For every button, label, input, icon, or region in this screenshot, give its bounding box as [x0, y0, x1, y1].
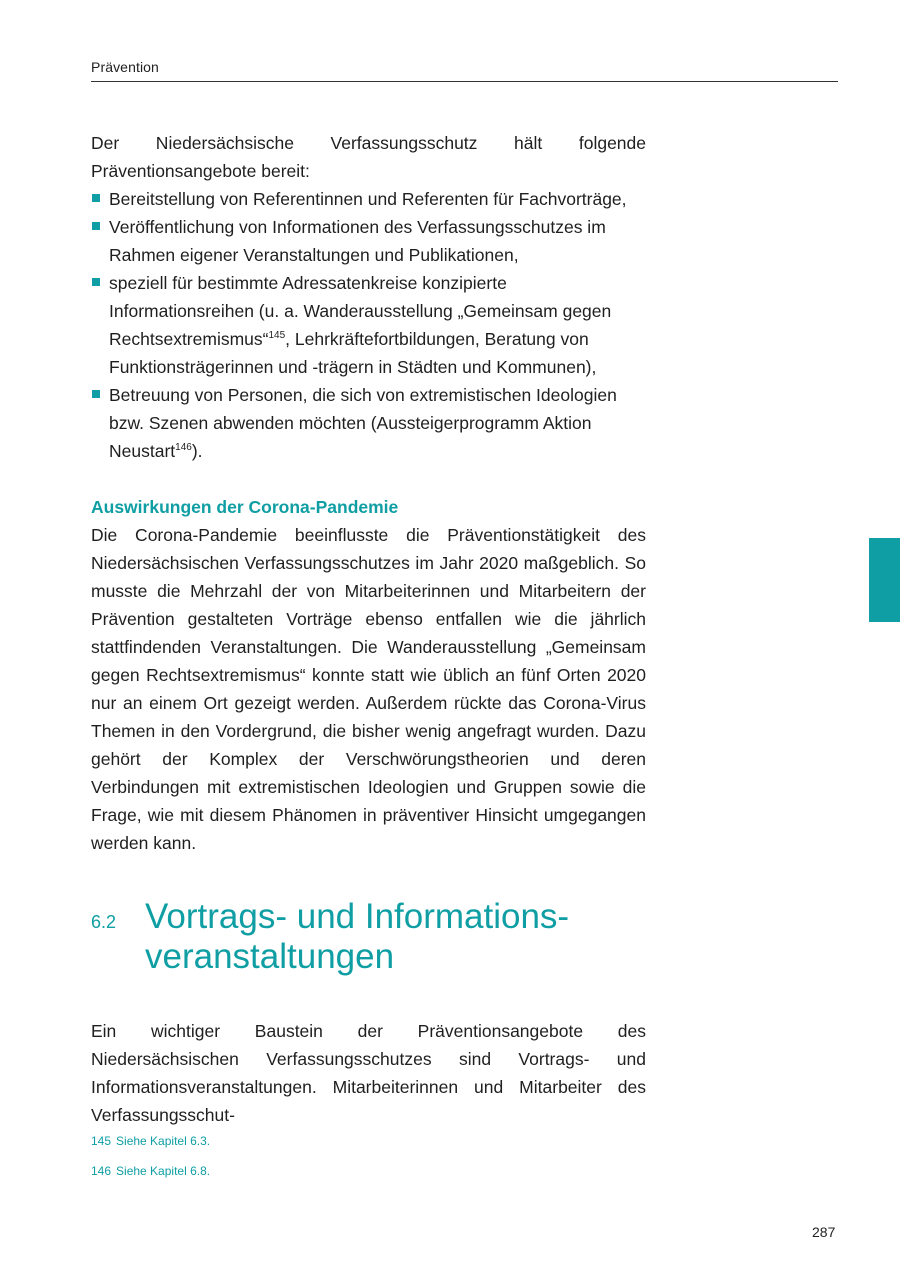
list-item	[91, 213, 646, 269]
list-item	[91, 185, 646, 213]
section-paragraph: Ein wichtiger Baustein der Präventionsangebote des Niedersächsischen Verfassungsschutzes sind Vortrags- und Informationsveranstaltungen. Mitarbeiterinnen und Mitarbeiter des Verfassungsschut-	[91, 1021, 646, 1125]
list-item-text: Bereitstellung von Referentinnen und Referenten für Fachvorträge,	[109, 189, 627, 209]
bullet-square-icon	[92, 278, 100, 286]
footnote-ref[interactable]: 146	[175, 442, 192, 453]
list-item	[91, 269, 646, 381]
footnote	[91, 1164, 210, 1179]
main-text	[91, 129, 646, 857]
running-title: Prävention	[91, 59, 159, 75]
chapter-side-tab	[869, 538, 900, 622]
footnote-ref[interactable]: 145	[268, 330, 286, 341]
list-item-text: speziell für bestimmte Adressatenkreise konzipierte Informationsreihen (u. a. Wanderausstellung „Gemeinsam gegen Rechtsextremismus“	[109, 273, 612, 349]
section-number: 6.2	[91, 912, 117, 932]
bullet-square-icon	[92, 222, 100, 230]
header-rule	[91, 81, 838, 82]
list-item-text: Veröffentlichung von Informationen des Verfassungsschutzes im Rahmen eigener Veranstaltungen und Publikationen,	[109, 217, 606, 265]
list-item	[91, 381, 646, 465]
footnote-text: Siehe Kapitel 6.3.	[116, 1134, 211, 1148]
corona-subheading: Auswirkungen der Corona-Pandemie	[91, 497, 399, 517]
intro-paragraph: Der Niedersächsische Verfassungsschutz hält folgende Präventionsangebote bereit:	[91, 133, 646, 181]
section-title	[145, 897, 569, 977]
corona-paragraph: Die Corona-Pandemie beeinflusste die Präventionstätigkeit des Niedersächsischen Verfassungsschutzes im Jahr 2020 maßgeblich. So musste die Mehrzahl der von Mitarbeiterinnen und Mitarbeitern der Prävention gestalteten Vorträge ebenso entfallen wie die jährlich stattfindenden Veranstaltungen. Die Wanderausstellung „Gemeinsam gegen Rechtsextremismus“ konnte statt wie üblich an fünf Orten 2020 nur an einem Ort gezeigt werden. Außerdem rückte das Corona-Virus Themen in den Vordergrund, die bisher wenig angefragt wurden. Dazu gehört der Komplex der Verschwörungstheorien und deren Verbindungen mit extremistischen Ideologien und Gruppen sowie die Frage, wie mit diesem Phänomen in präventiver Hinsicht umgegangen werden kann.	[91, 525, 646, 853]
section-text	[91, 1017, 646, 1129]
footnote	[91, 1134, 210, 1149]
footnote-number: 145	[91, 1134, 112, 1148]
section-title-line: Vortrags- und Informations-	[145, 897, 570, 936]
page-number: 287	[812, 1224, 836, 1240]
footnote-number: 146	[91, 1164, 112, 1178]
section-title-line: veranstaltungen	[145, 937, 395, 976]
bullet-square-icon	[92, 390, 100, 398]
list-item-text: ).	[191, 441, 203, 461]
list-item-text: Betreuung von Personen, die sich von extremistischen Ideologien bzw. Szenen abwenden möchten (Aussteigerprogramm Aktion Neustart	[109, 385, 617, 461]
list-item-text: , Lehrkräftefortbildungen, Beratung von Funktionsträgerinnen und -trägern in Städten und Kommunen),	[109, 329, 597, 377]
footnotes	[91, 1134, 210, 1194]
bullet-square-icon	[92, 194, 100, 202]
footnote-text: Siehe Kapitel 6.8.	[116, 1164, 211, 1178]
offer-list	[91, 185, 646, 465]
